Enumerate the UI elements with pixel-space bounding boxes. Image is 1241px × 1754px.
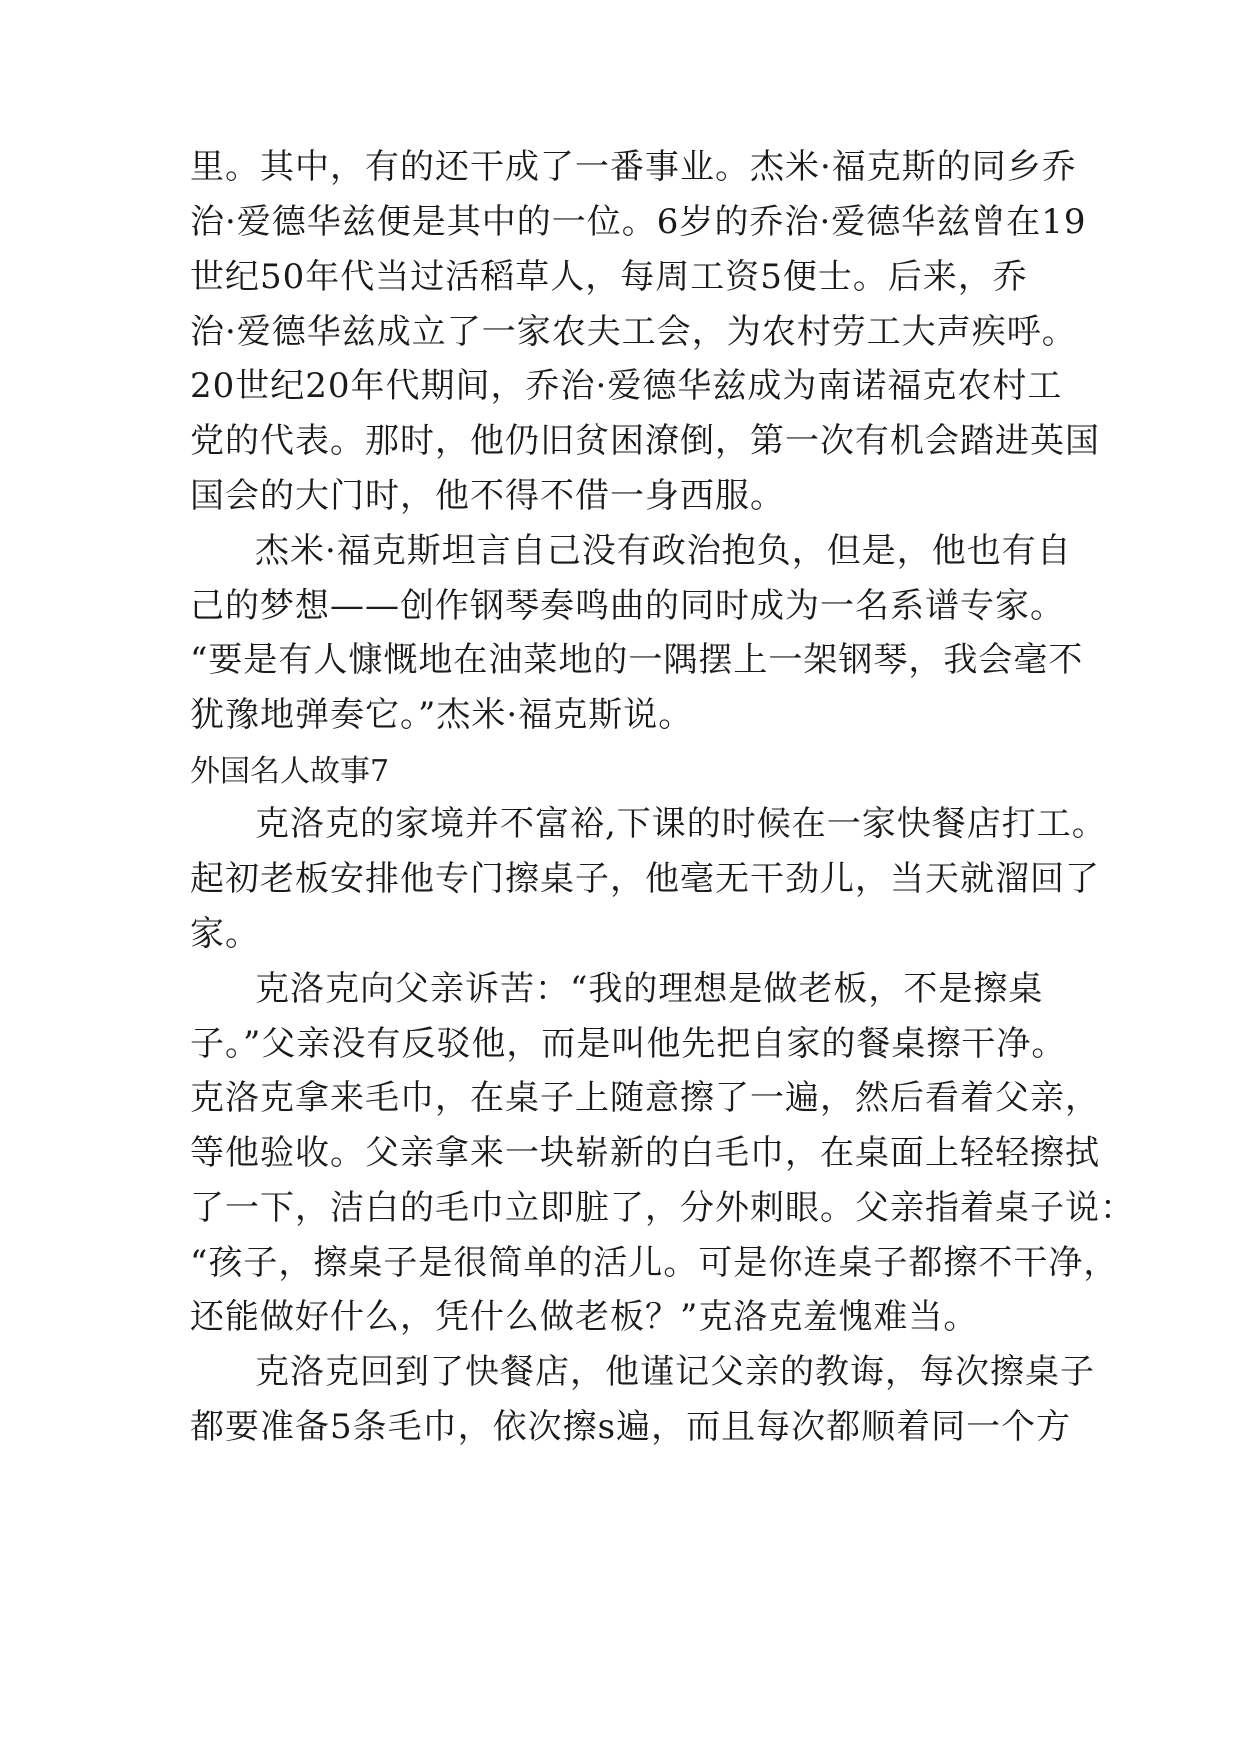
text-line: 国会的大门时，他不得不借一身西服。 (190, 476, 785, 516)
section-heading: 外国名人故事7 (190, 754, 390, 789)
text-line: 己的梦想——创作钢琴奏鸣曲的同时成为一名系谱专家。 (190, 586, 1065, 626)
text-line: 起初老板安排他专门擦桌子，他毫无干劲儿，当天就溜回了 (190, 859, 1100, 899)
text-line: 还能做好什么，凭什么做老板？”克洛克羞愧难当。 (190, 1297, 979, 1337)
text-line: 20世纪20年代期间，乔治·爱德华兹成为南诺福克农村工 (190, 366, 1063, 406)
text-line: 等他验收。父亲拿来一块崭新的白毛巾，在桌面上轻轻擦拭 (190, 1133, 1100, 1173)
text-line: 都要准备5条毛巾，依次擦s遍，而且每次都顺着同一个方 (190, 1407, 1072, 1447)
text-line: 家。 (190, 914, 260, 954)
text-line: 党的代表。那时，他仍旧贫困潦倒，第一次有机会踏进英国 (190, 421, 1100, 461)
text-line: “要是有人慷慨地在油菜地的一隅摆上一架钢琴，我会毫不 (190, 640, 1084, 680)
paragraph-first-line: 克洛克向父亲诉苦：“我的理想是做老板，不是擦桌 (255, 969, 1044, 1009)
paragraph-first-line: 杰米·福克斯坦言自己没有政治抱负，但是，他也有自 (255, 531, 1072, 571)
text-line: 治·爱德华兹成立了一家农夫工会，为农村劳工大声疾呼。 (190, 312, 1077, 352)
text-line: 治·爱德华兹便是其中的一位。6岁的乔治·爱德华兹曾在19 (190, 202, 1087, 242)
text-line: 世纪50年代当过活稻草人，每周工资5便士。后来，乔 (190, 257, 1028, 297)
text-line: “孩子，擦桌子是很简单的活儿。可是你连桌子都擦不干净， (190, 1243, 1119, 1283)
text-line: 里。其中，有的还干成了一番事业。杰米·福克斯的同乡乔 (190, 147, 1077, 187)
text-line: 犹豫地弹奏它。”杰米·福克斯说。 (190, 695, 694, 735)
text-line: 克洛克拿来毛巾，在桌子上随意擦了一遍，然后看着父亲， (190, 1078, 1100, 1118)
text-line: 了一下，洁白的毛巾立即脏了，分外刺眼。父亲指着桌子说： (190, 1188, 1135, 1228)
text-line: 子。”父亲没有反驳他，而是叫他先把自家的餐桌擦干净。 (190, 1024, 1067, 1064)
paragraph-first-line: 克洛克的家境并不富裕,下课的时候在一家快餐店打工。 (255, 804, 1107, 844)
paragraph-first-line: 克洛克回到了快餐店，他谨记父亲的教诲，每次擦桌子 (255, 1352, 1095, 1392)
